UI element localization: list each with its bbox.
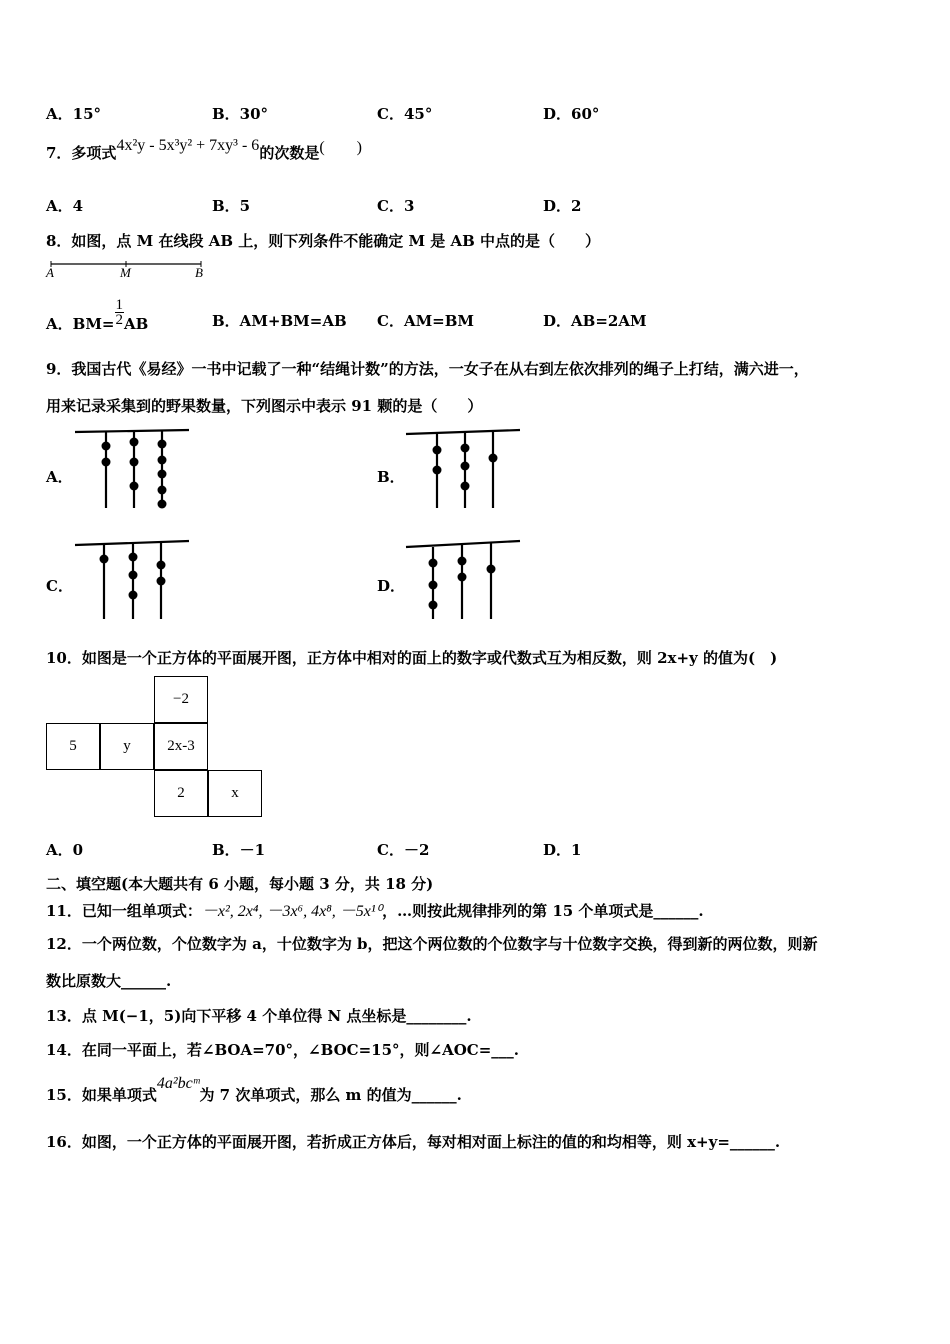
knot — [461, 444, 470, 453]
fraction-numerator: 1 — [115, 297, 123, 313]
knot — [461, 462, 470, 471]
net-cell-y: y — [100, 723, 154, 770]
q11 — [46, 898, 704, 921]
q15-prefix: 15．如果单项式 — [46, 1086, 157, 1104]
knot — [433, 446, 442, 455]
section-2-title: 二、填空题(本大题共有 6 小题，每小题 3 分，共 18 分) — [46, 875, 434, 893]
knot — [158, 470, 167, 479]
q10-option-c: C．－2 — [377, 841, 430, 859]
q9-line1: 9．我国古代《易经》一书中记载了一种“结绳计数”的方法，一女子在从右到左依次排列的绳子上打结，满六进一， — [46, 360, 809, 378]
knot — [129, 553, 138, 562]
net-cell-bottom: 2 — [154, 770, 208, 817]
q10-stem: 10．如图是一个正方体的平面展开图，正方体中相对的面上的数字或代数式互为相反数，则 2x+y 的值为( ) — [46, 649, 778, 667]
knot — [489, 454, 498, 463]
knot — [487, 565, 496, 574]
q11-suffix: ，…则按此规律排列的第 15 个单项式是______. — [382, 902, 704, 920]
q12-line1: 12．一个两位数，个位数字为 a，十位数字为 b，把这个两位数的个位数字与十位数字交换，得到新的两位数，则新 — [46, 935, 818, 953]
q9-knot-figure-a — [73, 426, 193, 512]
knot — [157, 577, 166, 586]
q16: 16．如图，一个正方体的平面展开图，若折成正方体后，每对相对面上标注的值的和均相等，则 x+y=______. — [46, 1133, 781, 1151]
knot — [102, 458, 111, 467]
knot — [158, 440, 167, 449]
knot — [158, 486, 167, 495]
net-cell-top: −2 — [154, 676, 208, 723]
net-cell-center: 2x-3 — [154, 723, 208, 770]
net-cell-left: 5 — [46, 723, 100, 770]
q7-paren: ( ) — [319, 139, 362, 156]
q14: 14．在同一平面上，若∠BOA=70°，∠BOC=15°，则∠AOC=___. — [46, 1041, 520, 1059]
fraction-denominator: 2 — [115, 312, 123, 328]
q8-label-m: M — [120, 265, 131, 280]
q6-option-c: C．45° — [377, 105, 433, 123]
knot — [458, 557, 467, 566]
knot — [461, 482, 470, 491]
q8-option-c: C．AM=BM — [377, 312, 475, 330]
q8-option-b: B．AM+BM=AB — [212, 312, 347, 330]
q11-prefix: 11．已知一组单项式： — [46, 902, 202, 920]
q6-option-a: A．15° — [46, 105, 102, 123]
q10-option-b: B．－1 — [212, 841, 266, 859]
q7-option-d: D．2 — [543, 197, 582, 215]
q7-option-c: C．3 — [377, 197, 415, 215]
q10-option-a: A．0 — [46, 841, 84, 859]
knot — [130, 482, 139, 491]
q10-option-d: D．1 — [543, 841, 582, 859]
q8-option-a-suffix: AB — [124, 314, 149, 333]
q9-label-c: C． — [46, 577, 73, 595]
q7-stem — [46, 137, 362, 163]
q8-option-a-prefix: A．BM= — [46, 314, 115, 333]
q8-option-d: D．AB=2AM — [543, 312, 647, 330]
net-cell-x: x — [208, 770, 262, 817]
q12-line2: 数比原数大______. — [46, 972, 172, 990]
q8-label-a: A — [46, 265, 54, 280]
q8-fraction — [115, 298, 125, 327]
q9-line2: 用来记录采集到的野果数量，下列图示中表示 91 颗的是（ ） — [46, 397, 483, 415]
knot — [433, 466, 442, 475]
q9-label-a: A． — [46, 468, 73, 486]
q7-option-a: A．4 — [46, 197, 84, 215]
knot — [102, 442, 111, 451]
q7-suffix: 的次数是 — [259, 144, 320, 162]
q8-label-b: B — [195, 265, 203, 280]
q6-option-d: D．60° — [543, 105, 600, 123]
knot — [458, 573, 467, 582]
q15-monomial: 4a²bcᵐ — [156, 1075, 200, 1092]
q9-knot-figure-d — [404, 537, 524, 623]
knot — [130, 438, 139, 447]
knot — [129, 571, 138, 580]
q15-suffix: 为 7 次单项式，那么 m 的值为______. — [199, 1086, 462, 1104]
knot — [130, 458, 139, 467]
q9-label-b: B． — [377, 468, 405, 486]
q8-option-a — [46, 297, 149, 333]
q9-knot-figure-b — [404, 426, 524, 512]
q7-option-b: B．5 — [212, 197, 251, 215]
q13: 13．点 M(−1，5)向下平移 4 个单位得 N 点坐标是________. — [46, 1007, 472, 1025]
knot — [100, 555, 109, 564]
q9-label-d: D． — [377, 577, 406, 595]
knot — [158, 456, 167, 465]
knot — [429, 559, 438, 568]
knot — [157, 561, 166, 570]
knot — [429, 581, 438, 590]
q7-prefix: 7．多项式 — [46, 144, 117, 162]
knot — [129, 591, 138, 600]
knot — [158, 500, 167, 509]
q6-option-b: B．30° — [212, 105, 269, 123]
q7-polynomial: 4x²y - 5x³y² + 7xy³ - 6 — [116, 137, 260, 154]
q8-stem: 8．如图，点 M 在线段 AB 上，则下列条件不能确定 M 是 AB 中点的是（ ） — [46, 232, 601, 250]
q9-knot-figure-c — [73, 537, 193, 623]
q11-terms: －x², 2x⁴, －3x⁶, 4x⁸, －5x¹⁰ — [201, 903, 383, 920]
q15 — [46, 1072, 462, 1104]
knot — [429, 601, 438, 610]
